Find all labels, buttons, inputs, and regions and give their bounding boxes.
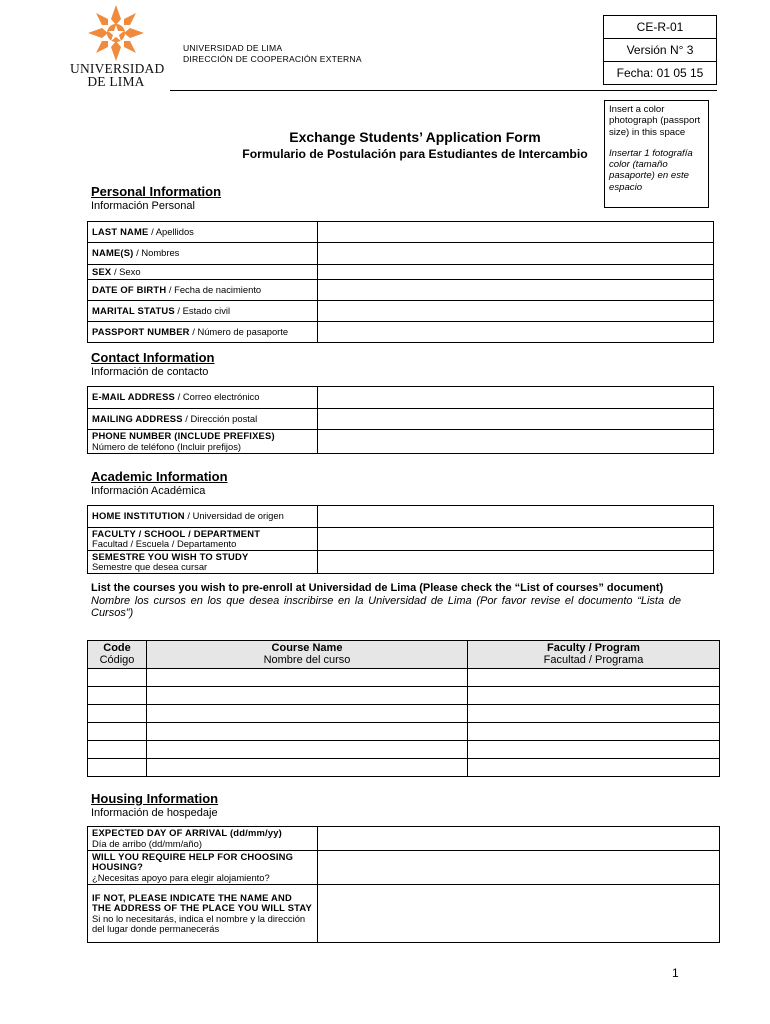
arrival-date-field[interactable] bbox=[318, 827, 720, 851]
table-row bbox=[88, 669, 720, 687]
contact-info-table bbox=[87, 386, 714, 454]
header-divider bbox=[170, 90, 717, 91]
academic-info-subheading: Información Académica bbox=[91, 485, 206, 497]
course-code-cell[interactable] bbox=[88, 723, 147, 741]
department-name: DIRECCIÓN DE COOPERACIÓN EXTERNA bbox=[183, 54, 362, 64]
table-row bbox=[88, 528, 714, 551]
university-logo bbox=[70, 5, 165, 89]
table-row bbox=[88, 409, 714, 430]
home-institution-field[interactable] bbox=[318, 506, 714, 528]
form-title: Exchange Students’ Application Form bbox=[289, 129, 541, 145]
course-faculty-cell[interactable] bbox=[468, 705, 720, 723]
doc-date: Fecha: 01 05 15 bbox=[616, 66, 704, 80]
column-header-faculty: Faculty / Program Facultad / Programa bbox=[468, 641, 720, 669]
housing-help-field[interactable] bbox=[318, 851, 720, 885]
table-row bbox=[88, 851, 720, 885]
table-row bbox=[88, 301, 714, 322]
institution-name bbox=[183, 43, 362, 65]
academic-info-heading: Academic Information bbox=[91, 469, 228, 484]
course-code-cell[interactable] bbox=[88, 705, 147, 723]
table-row bbox=[88, 551, 714, 574]
table-row bbox=[88, 280, 714, 301]
faculty-field[interactable] bbox=[318, 528, 714, 551]
stay-address-field[interactable] bbox=[318, 885, 720, 943]
housing-info-subheading: Información de hospedaje bbox=[91, 807, 218, 819]
document-code-box bbox=[603, 15, 717, 85]
field-label: PASSPORT NUMBER / Número de pasaporte bbox=[88, 322, 318, 343]
date-of-birth-field[interactable] bbox=[318, 280, 714, 301]
course-faculty-cell[interactable] bbox=[468, 669, 720, 687]
marital-status-field[interactable] bbox=[318, 301, 714, 322]
course-code-cell[interactable] bbox=[88, 759, 147, 777]
field-label: LAST NAME / Apellidos bbox=[88, 222, 318, 243]
field-label: PHONE NUMBER (INCLUDE PREFIXES) Número de teléfono (Incluir prefijos) bbox=[88, 430, 318, 454]
field-label: SEMESTRE YOU WISH TO STUDY Semestre que desea cursar bbox=[88, 551, 318, 574]
course-faculty-cell[interactable] bbox=[468, 723, 720, 741]
course-code-cell[interactable] bbox=[88, 669, 147, 687]
form-subtitle: Formulario de Postulación para Estudiantes de Intercambio bbox=[242, 147, 588, 161]
field-label: WILL YOU REQUIRE HELP FOR CHOOSING HOUSING? ¿Necesitas apoyo para elegir alojamiento? bbox=[88, 851, 318, 885]
passport-number-field[interactable] bbox=[318, 322, 714, 343]
courses-instructions-es: Nombre los cursos en los que desea inscribirse en la Universidad de Lima (Por favor revise el documento “Lista de Cursos”) bbox=[91, 594, 681, 619]
logo-wordmark: UNIVERSIDAD DE LIMA bbox=[70, 61, 165, 89]
photo-instruction-es: Insertar 1 fotografía color (tamaño pasaporte) en este espacio bbox=[609, 147, 693, 193]
field-label: SEX / Sexo bbox=[88, 265, 318, 280]
field-label: E-MAIL ADDRESS / Correo electrónico bbox=[88, 387, 318, 409]
email-field[interactable] bbox=[318, 387, 714, 409]
table-row bbox=[88, 322, 714, 343]
course-name-cell[interactable] bbox=[147, 759, 468, 777]
page-number: 1 bbox=[672, 966, 679, 980]
course-code-cell[interactable] bbox=[88, 687, 147, 705]
course-name-cell[interactable] bbox=[147, 705, 468, 723]
table-row bbox=[88, 827, 720, 851]
contact-info-subheading: Información de contacto bbox=[91, 366, 209, 378]
course-faculty-cell[interactable] bbox=[468, 759, 720, 777]
table-row bbox=[88, 222, 714, 243]
courses-header-row bbox=[88, 641, 720, 669]
contact-info-heading: Contact Information bbox=[91, 350, 215, 365]
table-row bbox=[88, 741, 720, 759]
field-label: NAME(S) / Nombres bbox=[88, 243, 318, 265]
course-faculty-cell[interactable] bbox=[468, 741, 720, 759]
field-label: MARITAL STATUS / Estado civil bbox=[88, 301, 318, 322]
courses-table bbox=[87, 640, 720, 777]
field-label: IF NOT, PLEASE INDICATE THE NAME AND THE ADDRESS OF THE PLACE YOU WILL STAY Si no lo necesitarás, indica el nombre y la dirección del lugar donde permanecerás bbox=[88, 885, 318, 943]
table-row bbox=[88, 243, 714, 265]
field-label: EXPECTED DAY OF ARRIVAL (dd/mm/yy) Día de arribo (dd/mm/año) bbox=[88, 827, 318, 851]
doc-code: CE-R-01 bbox=[604, 16, 716, 39]
personal-info-heading: Personal Information bbox=[91, 184, 222, 199]
names-field[interactable] bbox=[318, 243, 714, 265]
table-row bbox=[88, 885, 720, 943]
course-name-cell[interactable] bbox=[147, 723, 468, 741]
course-name-cell[interactable] bbox=[147, 669, 468, 687]
semester-field[interactable] bbox=[318, 551, 714, 574]
personal-info-subheading: Información Personal bbox=[91, 200, 195, 212]
table-row bbox=[88, 506, 714, 528]
housing-info-table bbox=[87, 826, 720, 943]
field-label: DATE OF BIRTH / Fecha de nacimiento bbox=[88, 280, 318, 301]
table-row bbox=[88, 759, 720, 777]
column-header-course-name: Course Name Nombre del curso bbox=[147, 641, 468, 669]
course-code-cell[interactable] bbox=[88, 741, 147, 759]
table-row bbox=[88, 687, 720, 705]
course-name-cell[interactable] bbox=[147, 687, 468, 705]
housing-info-heading: Housing Information bbox=[91, 791, 219, 806]
course-faculty-cell[interactable] bbox=[468, 687, 720, 705]
table-row bbox=[88, 430, 714, 454]
photo-instruction-en: Insert a color photograph (passport size) in this space bbox=[609, 104, 701, 138]
column-header-code: Code Código bbox=[88, 641, 147, 669]
field-label: FACULTY / SCHOOL / DEPARTMENT Facultad / Escuela / Departamento bbox=[88, 528, 318, 551]
course-name-cell[interactable] bbox=[147, 741, 468, 759]
university-name: UNIVERSIDAD DE LIMA bbox=[183, 43, 283, 53]
table-row bbox=[88, 265, 714, 280]
mailing-address-field[interactable] bbox=[318, 409, 714, 430]
academic-info-table bbox=[87, 505, 714, 574]
star-emblem-icon bbox=[88, 5, 144, 61]
table-row bbox=[88, 705, 720, 723]
field-label: MAILING ADDRESS / Dirección postal bbox=[88, 409, 318, 430]
table-row bbox=[88, 387, 714, 409]
table-row bbox=[88, 723, 720, 741]
doc-version: Versión N° 3 bbox=[604, 39, 716, 62]
courses-instructions-en: List the courses you wish to pre-enroll at Universidad de Lima (Please check the “List of courses” document) bbox=[91, 582, 664, 594]
field-label: HOME INSTITUTION / Universidad de origen bbox=[88, 506, 318, 528]
personal-info-table bbox=[87, 221, 714, 343]
courses-instructions bbox=[91, 582, 681, 620]
phone-number-field[interactable] bbox=[318, 430, 714, 454]
sex-field[interactable] bbox=[318, 265, 714, 280]
last-name-field[interactable] bbox=[318, 222, 714, 243]
